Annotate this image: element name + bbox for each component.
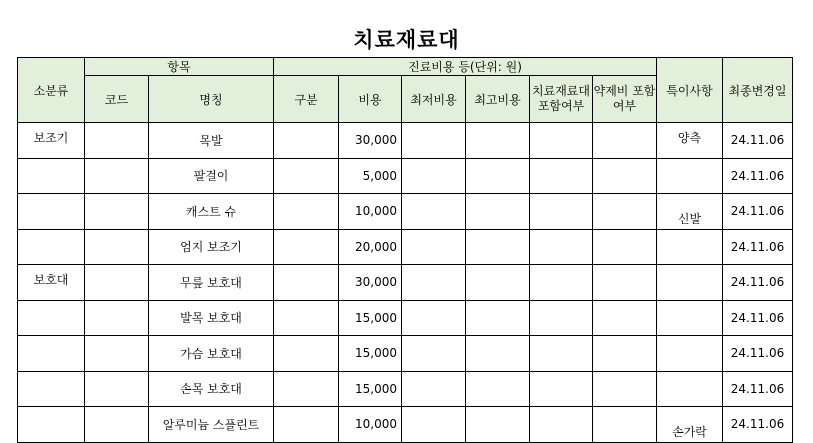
header-material-included: 치료재료대 포함여부 bbox=[530, 76, 593, 123]
name-cell: 손목 보호대 bbox=[149, 371, 274, 407]
material-included-cell bbox=[530, 265, 593, 301]
subcategory-cell bbox=[18, 194, 85, 230]
table-row bbox=[18, 265, 793, 301]
drug-included-cell bbox=[593, 158, 657, 194]
division-cell bbox=[274, 265, 339, 301]
table-row bbox=[18, 229, 793, 265]
subcategory-cell: 보호대 bbox=[18, 265, 85, 301]
subcategory-cell bbox=[18, 300, 85, 336]
header-division: 구분 bbox=[274, 76, 339, 123]
material-included-cell bbox=[530, 194, 593, 230]
table-row bbox=[18, 194, 793, 230]
max-cost-cell bbox=[466, 123, 530, 159]
subcategory-cell: 보조기 bbox=[18, 123, 85, 159]
division-cell bbox=[274, 229, 339, 265]
drug-included-cell bbox=[593, 336, 657, 372]
min-cost-cell bbox=[402, 265, 466, 301]
subcategory-cell bbox=[18, 158, 85, 194]
document-title: 치료재료대 bbox=[353, 28, 460, 52]
name-cell: 엄지 보조기 bbox=[149, 229, 274, 265]
header-drug-included: 약제비 포함여부 bbox=[593, 76, 657, 123]
max-cost-cell bbox=[466, 407, 530, 443]
last-modified-cell: 24.11.06 bbox=[723, 300, 793, 336]
header-subcategory: 소분류 bbox=[18, 58, 85, 123]
division-cell bbox=[274, 300, 339, 336]
last-modified-cell: 24.11.06 bbox=[723, 229, 793, 265]
cost-cell: 10,000 bbox=[339, 194, 402, 230]
code-cell bbox=[85, 194, 149, 230]
material-included-cell bbox=[530, 300, 593, 336]
table-row bbox=[18, 300, 793, 336]
division-cell bbox=[274, 158, 339, 194]
division-cell bbox=[274, 123, 339, 159]
material-included-cell bbox=[530, 336, 593, 372]
last-modified-cell: 24.11.06 bbox=[723, 158, 793, 194]
code-cell bbox=[85, 229, 149, 265]
cost-cell: 15,000 bbox=[339, 336, 402, 372]
header-cost-group: 진료비용 등(단위: 원) bbox=[274, 58, 657, 76]
max-cost-cell bbox=[466, 229, 530, 265]
header-max-cost: 최고비용 bbox=[466, 76, 530, 123]
division-cell bbox=[274, 407, 339, 443]
max-cost-cell bbox=[466, 371, 530, 407]
drug-included-cell bbox=[593, 265, 657, 301]
name-cell: 무릎 보호대 bbox=[149, 265, 274, 301]
name-cell: 팔걸이 bbox=[149, 158, 274, 194]
header-min-cost: 최저비용 bbox=[402, 76, 466, 123]
material-included-cell bbox=[530, 229, 593, 265]
notes-cell bbox=[657, 265, 723, 301]
last-modified-cell: 24.11.06 bbox=[723, 265, 793, 301]
notes-cell: 신발 bbox=[657, 194, 723, 230]
drug-included-cell bbox=[593, 194, 657, 230]
code-cell bbox=[85, 407, 149, 443]
drug-included-cell bbox=[593, 371, 657, 407]
name-cell: 캐스트 슈 bbox=[149, 194, 274, 230]
last-modified-cell: 24.11.06 bbox=[723, 336, 793, 372]
cost-cell: 15,000 bbox=[339, 371, 402, 407]
header-last-modified: 최종변경일 bbox=[723, 58, 793, 123]
header-name: 명칭 bbox=[149, 76, 274, 123]
name-cell: 가슴 보호대 bbox=[149, 336, 274, 372]
max-cost-cell bbox=[466, 194, 530, 230]
code-cell bbox=[85, 123, 149, 159]
subcategory-cell bbox=[18, 336, 85, 372]
drug-included-cell bbox=[593, 407, 657, 443]
division-cell bbox=[274, 371, 339, 407]
notes-cell bbox=[657, 300, 723, 336]
header-cost: 비용 bbox=[339, 76, 402, 123]
cost-cell: 15,000 bbox=[339, 300, 402, 336]
drug-included-cell bbox=[593, 229, 657, 265]
header-notes: 특이사항 bbox=[657, 58, 723, 123]
table-row bbox=[18, 371, 793, 407]
max-cost-cell bbox=[466, 158, 530, 194]
notes-cell bbox=[657, 336, 723, 372]
name-cell: 알루미늄 스플린트 bbox=[149, 407, 274, 443]
min-cost-cell bbox=[402, 336, 466, 372]
last-modified-cell: 24.11.06 bbox=[723, 407, 793, 443]
min-cost-cell bbox=[402, 407, 466, 443]
min-cost-cell bbox=[402, 371, 466, 407]
subcategory-cell bbox=[18, 407, 85, 443]
material-included-cell bbox=[530, 371, 593, 407]
drug-included-cell bbox=[593, 123, 657, 159]
last-modified-cell: 24.11.06 bbox=[723, 371, 793, 407]
table-row bbox=[18, 158, 793, 194]
notes-cell: 손가락 bbox=[657, 407, 723, 443]
code-cell bbox=[85, 265, 149, 301]
cost-cell: 10,000 bbox=[339, 407, 402, 443]
notes-cell bbox=[657, 371, 723, 407]
code-cell bbox=[85, 371, 149, 407]
material-included-cell bbox=[530, 158, 593, 194]
min-cost-cell bbox=[402, 194, 466, 230]
notes-cell bbox=[657, 229, 723, 265]
table-row bbox=[18, 336, 793, 372]
cost-cell: 30,000 bbox=[339, 265, 402, 301]
subcategory-cell bbox=[18, 229, 85, 265]
material-included-cell bbox=[530, 123, 593, 159]
table-row bbox=[18, 123, 793, 159]
table-row bbox=[18, 407, 793, 443]
last-modified-cell: 24.11.06 bbox=[723, 194, 793, 230]
notes-cell: 양측 bbox=[657, 123, 723, 159]
min-cost-cell bbox=[402, 123, 466, 159]
name-cell: 목발 bbox=[149, 123, 274, 159]
header-code: 코드 bbox=[85, 76, 149, 123]
header-item-group: 항목 bbox=[85, 58, 274, 76]
material-included-cell bbox=[530, 407, 593, 443]
min-cost-cell bbox=[402, 300, 466, 336]
last-modified-cell: 24.11.06 bbox=[723, 123, 793, 159]
max-cost-cell bbox=[466, 336, 530, 372]
material-cost-table bbox=[17, 57, 793, 443]
code-cell bbox=[85, 300, 149, 336]
max-cost-cell bbox=[466, 265, 530, 301]
name-cell: 발목 보호대 bbox=[149, 300, 274, 336]
code-cell bbox=[85, 158, 149, 194]
cost-cell: 5,000 bbox=[339, 158, 402, 194]
min-cost-cell bbox=[402, 229, 466, 265]
cost-cell: 30,000 bbox=[339, 123, 402, 159]
min-cost-cell bbox=[402, 158, 466, 194]
notes-cell bbox=[657, 158, 723, 194]
division-cell bbox=[274, 194, 339, 230]
subcategory-cell bbox=[18, 371, 85, 407]
drug-included-cell bbox=[593, 300, 657, 336]
cost-cell: 20,000 bbox=[339, 229, 402, 265]
code-cell bbox=[85, 336, 149, 372]
division-cell bbox=[274, 336, 339, 372]
max-cost-cell bbox=[466, 300, 530, 336]
